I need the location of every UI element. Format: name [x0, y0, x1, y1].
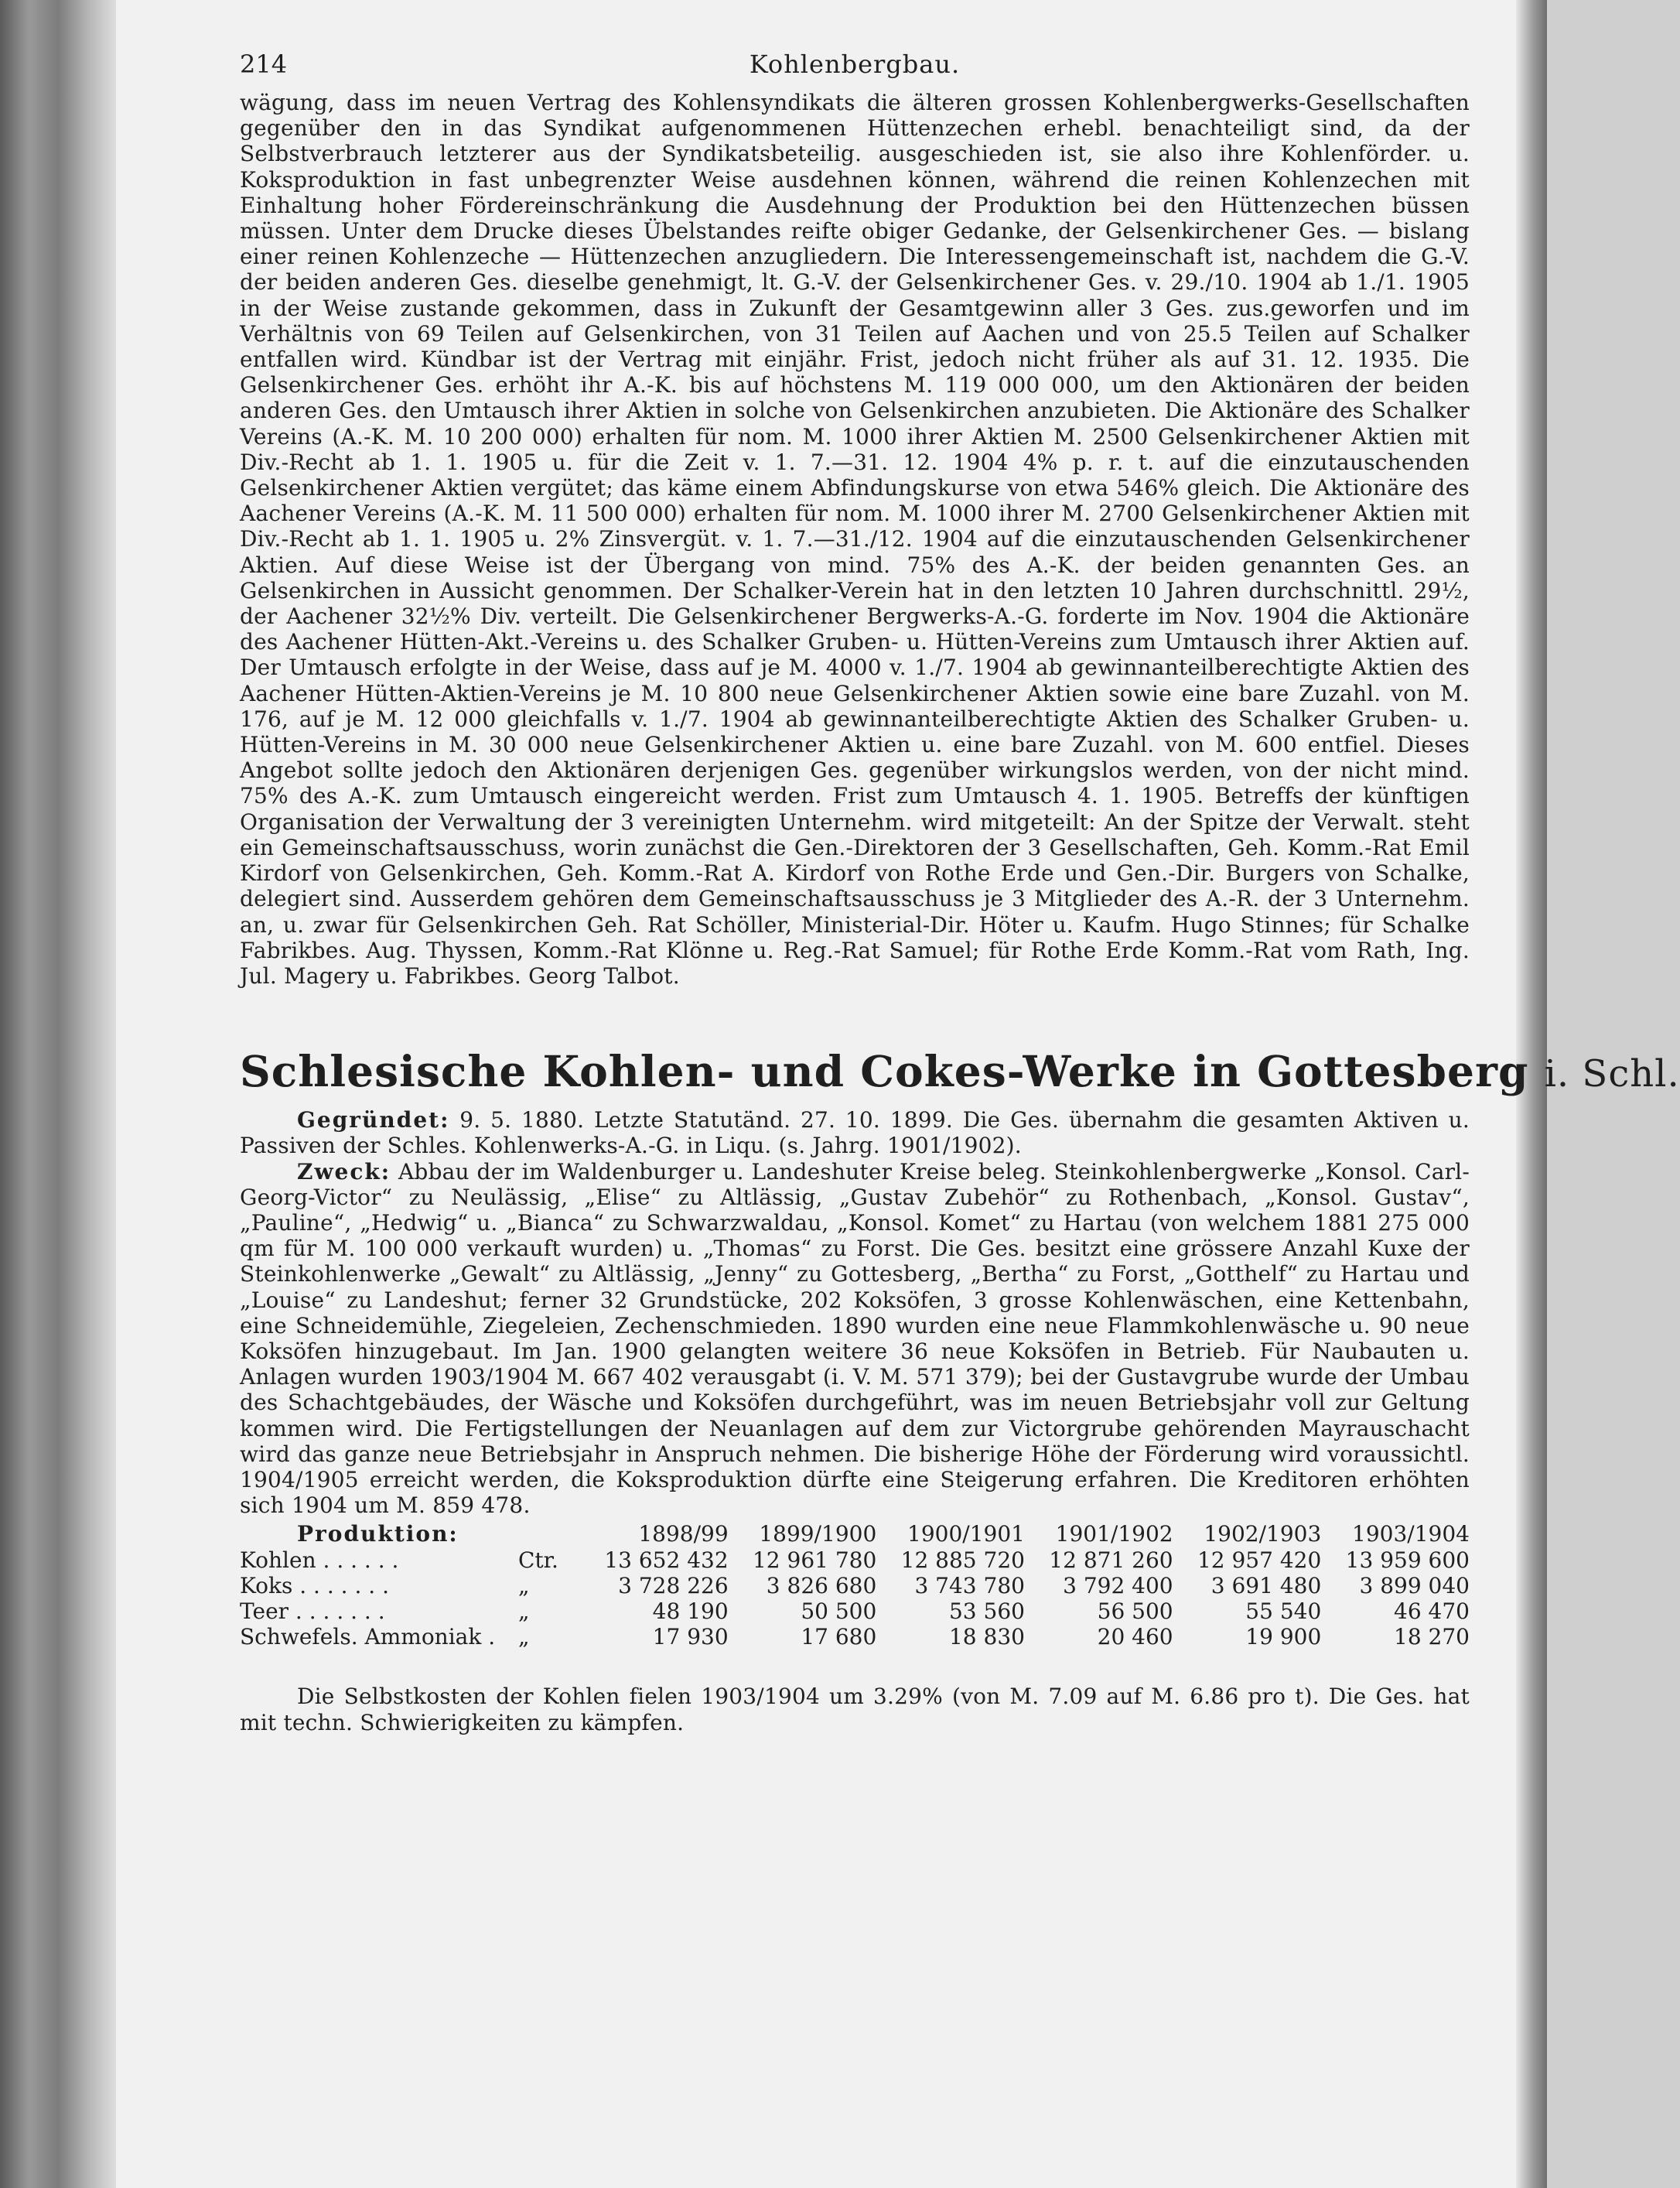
product-name: Teer . . . . . . .: [240, 1598, 385, 1624]
production-value: 56 500: [1097, 1598, 1173, 1624]
table-row: [240, 1547, 1470, 1573]
page-number: 214: [240, 50, 288, 79]
founded-text: 9. 5. 1880. Letzte Statutänd. 27. 10. 1899. Die Ges. übernahm die gesamten Aktiven u. Passiven der Schles. Kohlenwerks-A.-G. in Liqu. (s. Jahrg. 1901/1902).: [240, 1107, 1470, 1159]
production-value: 12 871 260: [1049, 1547, 1173, 1573]
production-value: 53 560: [948, 1598, 1025, 1624]
production-value: 17 680: [801, 1624, 877, 1650]
page-header: [240, 46, 1470, 90]
product-name: Kohlen . . . . . .: [240, 1547, 399, 1573]
table-row: [240, 1573, 1470, 1598]
year-header: 1899/1900: [759, 1521, 877, 1547]
production-value: 55 540: [1245, 1598, 1322, 1624]
product-unit: Ctr.: [518, 1547, 558, 1573]
product-name: Koks . . . . . . .: [240, 1572, 389, 1598]
company-location: i. Schl.: [1544, 1052, 1680, 1096]
product-unit: „: [518, 1624, 530, 1650]
production-label: Produktion:: [297, 1521, 459, 1547]
page-content: [240, 46, 1680, 1735]
production-value: 17 930: [652, 1624, 729, 1650]
purpose-paragraph: [240, 1159, 1470, 1519]
year-header: 1903/1904: [1352, 1521, 1470, 1547]
purpose-label: Zweck:: [297, 1158, 391, 1185]
year-header: 1901/1902: [1055, 1521, 1173, 1547]
table-row: [240, 1598, 1470, 1624]
company-heading: [240, 1046, 1680, 1099]
production-table: [240, 1521, 1470, 1650]
table-row: [240, 1624, 1470, 1650]
production-value: 12 957 420: [1197, 1547, 1322, 1573]
year-header: 1898/99: [638, 1521, 729, 1547]
production-value: 3 743 780: [914, 1572, 1025, 1598]
production-value: 48 190: [652, 1598, 729, 1624]
production-value: 3 826 680: [766, 1572, 877, 1598]
production-value: 3 691 480: [1210, 1572, 1322, 1598]
production-value: 13 652 432: [604, 1547, 729, 1573]
product-name: Schwefels. Ammoniak .: [240, 1624, 496, 1650]
founded-label: Gegründet:: [297, 1107, 450, 1133]
production-value: 19 900: [1245, 1624, 1322, 1650]
running-title: Kohlenbergbau.: [749, 50, 961, 79]
production-value: 18 270: [1394, 1624, 1470, 1650]
production-value: 20 460: [1097, 1624, 1173, 1650]
production-value: 46 470: [1394, 1598, 1470, 1624]
production-value: 13 959 600: [1345, 1547, 1470, 1573]
production-value: 12 961 780: [752, 1547, 877, 1573]
intro-paragraph: wägung, dass im neuen Vertrag des Kohlensyndikats die älteren grossen Kohlenbergwerks-Gesellschaften gegenüber den in das Syndikat aufgenommenen Hüttenzechen erhebl. benachteiligt sind, da der Selbstverbrauch letzterer aus der Syndikatsbeteilig. ausgeschieden ist, sie also ihre Kohlenförder. u. Koksproduktion in fast unbegrenzter Weise ausdehnen können, während die reinen Kohlenzechen mit Einhaltung hoher Fördereinschränkung die Ausdehnung der Produktion bei den Hüttenzechen büssen müssen. Unter dem Drucke dieses Übelstandes reifte obiger Gedanke, der Gelsenkirchener Ges. — bislang einer reinen Kohlenzeche — Hüttenzechen anzugliedern. Die Interessengemeinschaft ist, nachdem die G.-V. der beiden anderen Ges. dieselbe genehmigt, lt. G.-V. der Gelsenkirchener Ges. v. 29./10. 1904 ab 1./1. 1905 in der Weise zustande gekommen, dass in Zukunft der Gesamtgewinn aller 3 Ges. zus.geworfen und im Verhältnis von 69 Teilen auf Gelsenkirchen, von 31 Teilen auf Aachen und von 25.5 Teilen auf Schalker entfallen wird. Kündbar ist der Vertrag mit einjähr. Frist, jedoch nicht früher als auf 31. 12. 1935. Die Gelsenkirchener Ges. erhöht ihr A.-K. bis auf höchstens M. 119 000 000, um den Aktionären der beiden anderen Ges. den Umtausch ihrer Aktien in solche von Gelsenkirchen anzubieten. Die Aktionäre des Schalker Vereins (A.-K. M. 10 200 000) erhalten für nom. M. 1000 ihrer Aktien M. 2500 Gelsenkirchener Aktien mit Div.-Recht ab 1. 1. 1905 u. für die Zeit v. 1. 7.—31. 12. 1904 4% p. r. t. auf die einzutauschenden Gelsenkirchener Aktien vergütet; das käme einem Abfindungskurse von etwa 546% gleich. Die Aktionäre des Aachener Vereins (A.-K. M. 11 500 000) erhalten für nom. M. 1000 ihrer M. 2700 Gelsenkirchener Aktien mit Div.-Recht ab 1. 1. 1905 u. 2% Zinsvergüt. v. 1. 7.—31./12. 1904 auf die einzutauschenden Gelsenkirchener Aktien. Auf diese Weise ist der Übergang von mind. 75% des A.-K. der beiden genannten Ges. an Gelsenkirchen in Aussicht genommen. Der Schalker-Verein hat in den letzten 10 Jahren durchschnittl. 29½, der Aachener 32½% Div. verteilt. Die Gelsenkirchener Bergwerks-A.-G. forderte im Nov. 1904 die Aktionäre des Aachener Hütten-Akt.-Vereins u. des Schalker Gruben- u. Hütten-Vereins zum Umtausch ihrer Aktien auf. Der Umtausch erfolgte in der Weise, dass auf je M. 4000 v. 1./7. 1904 ab gewinnanteilberechtigte Aktien des Aachener Hütten-Aktien-Vereins je M. 10 800 neue Gelsenkirchener Aktien sowie eine bare Zuzahl. von M. 176, auf je M. 12 000 gleichfalls v. 1./7. 1904 ab gewinnanteilberechtigte Aktien des Schalker Gruben- u. Hütten-Vereins in M. 30 000 neue Gelsenkirchener Aktien u. eine bare Zuzahl. von M. 600 entfiel. Dieses Angebot sollte jedoch den Aktionären derjenigen Ges. gegenüber wirkungslos werden, von der nicht mind. 75% des A.-K. zum Umtausch eingereicht werden. Frist zum Umtausch 4. 1. 1905. Betreffs der künftigen Organisation der Verwaltung der 3 vereinigten Unternehm. wird mitgeteilt: An der Spitze der Verwalt. steht ein Gemeinschaftsausschuss, worin zunächst die Gen.-Direktoren der 3 Gesellschaften, Geh. Komm.-Rat Emil Kirdorf von Gelsenkirchen, Geh. Komm.-Rat A. Kirdorf von Rothe Erde und Gen.-Dir. Burgers von Schalke, delegiert sind. Ausserdem gehören dem Gemeinschaftsausschuss je 3 Mitglieder des A.-R. der 3 Unternehm. an, u. zwar für Gelsenkirchen Geh. Rat Schöller, Ministerial-Dir. Höter u. Kaufm. Hugo Stinnes; für Schalke Fabrikbes. Aug. Thyssen, Komm.-Rat Klönne u. Reg.-Rat Samuel; für Rothe Erde Komm.-Rat vom Rath, Ing. Jul. Magery u. Fabrikbes. Georg Talbot.: [240, 90, 1470, 989]
production-value: 12 885 720: [900, 1547, 1025, 1573]
company-name: Schlesische Kohlen- und Cokes-Werke in Gottesberg: [240, 1046, 1529, 1097]
year-header: 1902/1903: [1204, 1521, 1322, 1547]
production-value: 3 728 226: [618, 1572, 729, 1598]
book-spine-shadow: [0, 0, 116, 2188]
production-value: 3 899 040: [1359, 1572, 1470, 1598]
production-value: 3 792 400: [1063, 1572, 1173, 1598]
production-value: 18 830: [948, 1624, 1025, 1650]
closing-paragraph: Die Selbstkosten der Kohlen fielen 1903/1904 um 3.29% (von M. 7.09 auf M. 6.86 pro t). Die Ges. hat mit techn. Schwierigkeiten zu kämpfen.: [240, 1684, 1470, 1735]
year-header: 1900/1901: [907, 1521, 1025, 1547]
product-unit: „: [518, 1598, 530, 1624]
production-header-row: [240, 1521, 1470, 1547]
purpose-text: Abbau der im Waldenburger u. Landeshuter Kreise beleg. Steinkohlenbergwerke „Konsol. Carl-Georg-Victor“ zu Neulässig, „Elise“ zu Altlässig, „Gustav Zubehör“ zu Rothenbach, „Konsol. Gustav“, „Pauline“, „Hedwig“ u. „Bianca“ zu Schwarzwaldau, „Konsol. Komet“ zu Hartau (von welchem 1881 275 000 qm für M. 100 000 verkauft wurden) u. „Thomas“ zu Forst. Die Ges. besitzt eine grössere Anzahl Kuxe der Steinkohlenwerke „Gewalt“ zu Altlässig, „Jenny“ zu Gottesberg, „Bertha“ zu Forst, „Gotthelf“ zu Hartau und „Louise“ zu Landeshut; ferner 32 Grundstücke, 202 Koksöfen, 3 grosse Kohlenwäschen, eine Kettenbahn, eine Schneidemühle, Ziegeleien, Zechenschmieden. 1890 wurden eine neue Flammkohlenwäsche u. 90 neue Koksöfen hinzugebaut. Im Jan. 1900 gelangten weitere 36 neue Koksöfen in Betrieb. Für Naubauten u. Anlagen wurden 1903/1904 M. 667 402 verausgabt (i. V. M. 571 379); bei der Gustavgrube wurde der Umbau des Schachtgebäudes, der Wäsche und Koksöfen durchgeführt, was im neuen Betriebsjahr voll zur Geltung kommen wird. Die Fertigstellungen der Neuanlagen auf dem zur Victorgrube gehörenden Mayrauschacht wird das ganze neue Betriebsjahr in Anspruch nehmen. Die bisherige Höhe der Förderung wird voraussichtl. 1904/1905 erreicht werden, die Koksproduktion dürfte eine Steigerung erfahren. Die Kreditoren erhöhten sich 1904 um M. 859 478.: [240, 1158, 1470, 1519]
production-value: 50 500: [801, 1598, 877, 1624]
founded-paragraph: [240, 1107, 1470, 1158]
product-unit: „: [518, 1572, 530, 1598]
